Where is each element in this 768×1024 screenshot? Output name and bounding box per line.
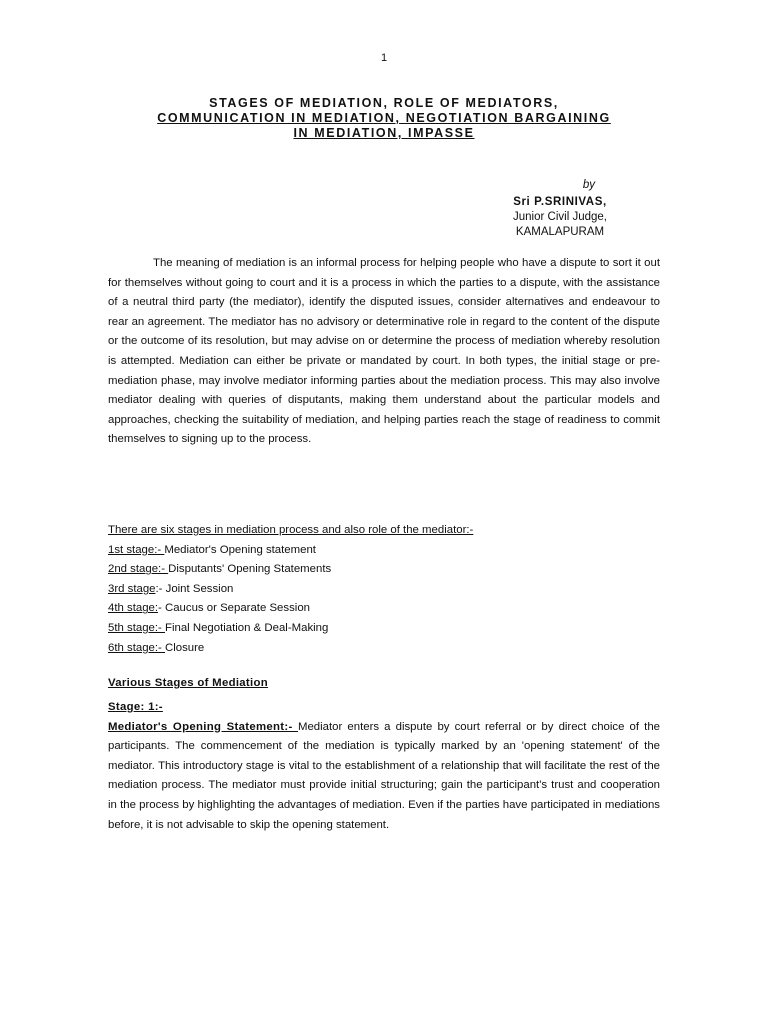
stage1-text: Mediator enters a dispute by court referral or by direct choice of the participants. The commencement of the mediation is typically marked by an 'opening statement' of the mediator. This introductory stage is vital to the establishment of a relationship that will facilitate the rest of the mediation process. The mediator must provide initial structuring; gain the participant's trust and cooperation in the process by highlighting the advantages of mediation. Even if the parties have participated in mediations before, it is not advisable to skip the opening statement. xyxy=(108,720,660,831)
author-position: Junior Civil Judge, xyxy=(513,211,607,223)
stages-intro: There are six stages in mediation process and also role of the mediator:- xyxy=(108,524,474,536)
title-line-1: STAGES OF MEDIATION, ROLE OF MEDIATORS, xyxy=(209,96,559,110)
stage-item xyxy=(108,599,660,619)
author-place: KAMALAPURAM xyxy=(515,226,605,238)
stage-text: :- Joint Session xyxy=(155,582,234,595)
stage-label: 5th stage:- xyxy=(108,621,165,634)
stage1-heading: Stage: 1:- xyxy=(108,701,163,713)
author-block xyxy=(470,178,650,240)
stage-item xyxy=(108,619,660,639)
title-line-2: COMMUNICATION IN MEDIATION, NEGOTIATION BARGAINING xyxy=(157,111,611,125)
stage-item xyxy=(108,580,660,600)
author-name: Sri P.SRINIVAS, xyxy=(513,196,607,208)
stage-label: 3rd stage xyxy=(108,582,156,595)
stage-item xyxy=(108,541,660,561)
stage-text: Mediator's Opening statement xyxy=(164,543,316,556)
stage-item xyxy=(108,560,660,580)
stage-label: 2nd stage:- xyxy=(108,563,169,576)
section-heading: Various Stages of Mediation xyxy=(108,677,269,689)
document-title xyxy=(100,96,668,141)
stage-text: - Caucus or Separate Session xyxy=(158,602,310,615)
stage-label: 1st stage:- xyxy=(108,543,165,556)
stage1-subheading: Mediator's Opening Statement:- xyxy=(108,720,298,733)
stage1-section xyxy=(108,698,660,835)
stage-item xyxy=(108,639,660,659)
title-line-3: IN MEDIATION, IMPASSE xyxy=(293,126,475,140)
stage1-paragraph xyxy=(108,718,660,836)
stage-label: 6th stage:- xyxy=(108,641,165,654)
stage-text: Final Negotiation & Deal-Making xyxy=(165,621,329,634)
author-by: by xyxy=(582,179,595,191)
stage-label: 4th stage: xyxy=(108,602,159,615)
stage-text: Disputants' Opening Statements xyxy=(168,563,332,576)
stage-text: Closure xyxy=(165,641,205,654)
stages-list xyxy=(108,521,660,658)
intro-paragraph: The meaning of mediation is an informal process for helping people who have a dispute to sort it out for themselves without going to court and it is a process in which the parties to a dispute, with the assistance of a neutral third party (the mediator), identify the disputed issues, consider alternatives and endeavour to rear an agreement. The mediator has no advisory or determinative role in regard to the content of the dispute or the outcome of its resolution, but may advise on or determine the process of mediation whereby resolution is attempted. Mediation can either be private or mandated by court. In both types, the initial stage or pre-mediation phase, may involve mediator informing parties about the mediation process. This may also involve mediator dealing with queries of disputants, making them understand about the particular models and approaches, checking the suitability of mediation, and helping parties reach the stage of readiness to commit themselves to signing up to the process. xyxy=(108,257,660,446)
page-number: 1 xyxy=(380,52,388,64)
